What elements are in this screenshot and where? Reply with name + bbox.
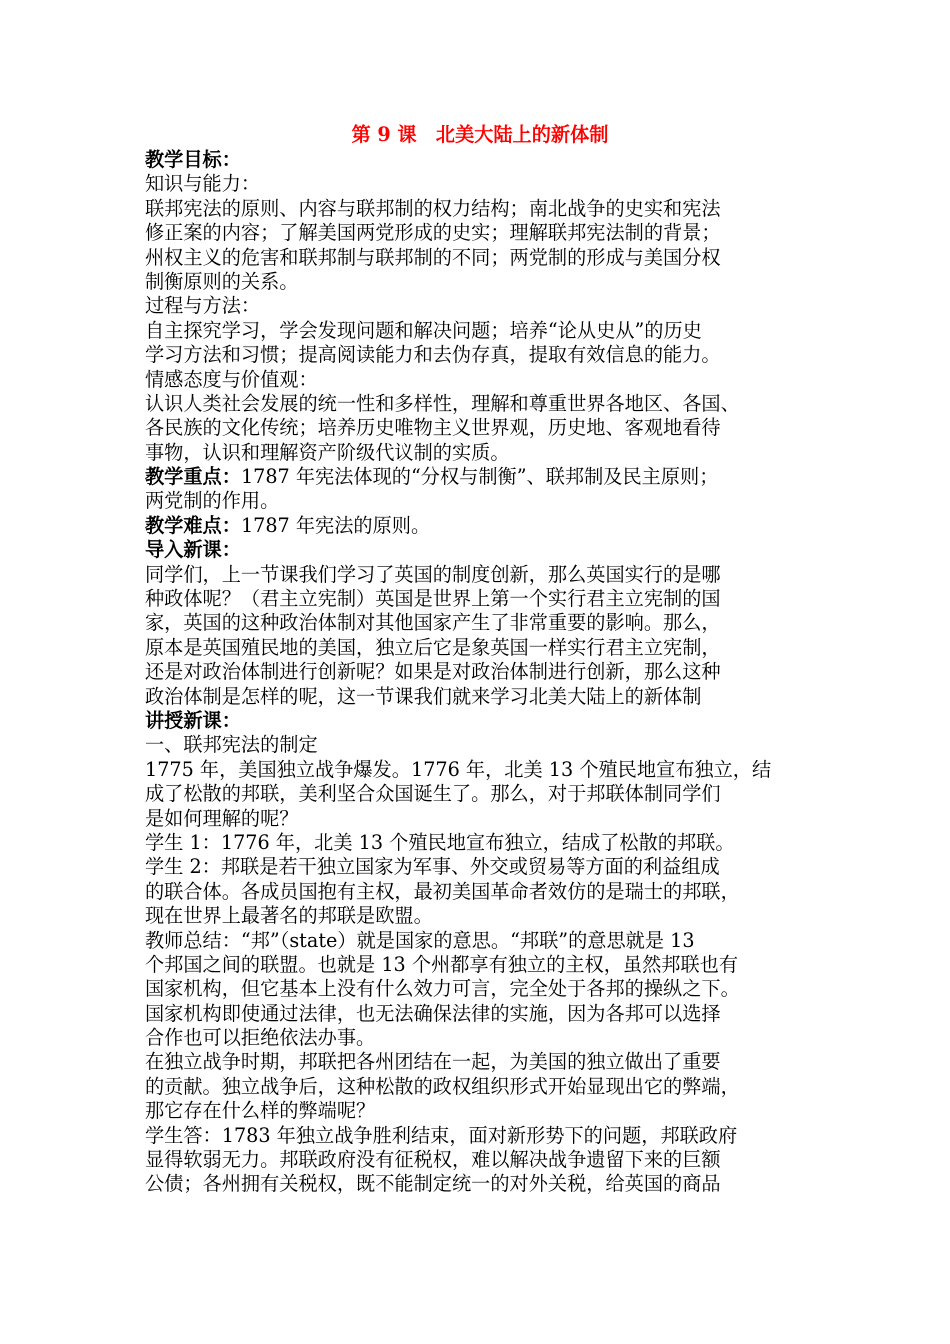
line-text: 事物，认识和理解资产阶级代议制的实质。 bbox=[145, 440, 510, 464]
line-text: 还是对政治体制进行创新呢？如果是对政治体制进行创新，那么这种 bbox=[145, 660, 721, 684]
line-text: 在独立战争时期，邦联把各州团结在一起，为美国的独立做出了重要 bbox=[145, 1050, 721, 1074]
text-line bbox=[145, 1050, 815, 1074]
text-line bbox=[145, 1026, 815, 1050]
text-line bbox=[145, 465, 815, 489]
text-line bbox=[145, 1002, 815, 1026]
line-text: 过程与方法： bbox=[145, 294, 261, 318]
line-text: 国家机构即使通过法律，也无法确保法律的实施，因为各邦可以选择 bbox=[145, 1001, 721, 1025]
text-line bbox=[145, 343, 815, 367]
text-line bbox=[145, 1172, 815, 1196]
line-text: 现在世界上最著名的邦联是欧盟。 bbox=[145, 904, 433, 928]
text-line bbox=[145, 563, 815, 587]
section-heading: 讲授新课： bbox=[145, 708, 241, 732]
line-text: 情感态度与价值观： bbox=[145, 367, 318, 391]
text-line bbox=[145, 319, 815, 343]
text-line bbox=[145, 1148, 815, 1172]
text-line bbox=[145, 904, 815, 928]
line-text: 国家机构，但它基本上没有什么效力可言，完全处于各邦的操纵之下。 bbox=[145, 977, 740, 1001]
text-line bbox=[145, 538, 815, 562]
text-line bbox=[145, 1099, 815, 1123]
line-text: 1787 年宪法的原则。 bbox=[240, 513, 431, 537]
line-text: 家，英国的这种政治体制对其他国家产生了非常重要的影响。那么， bbox=[145, 611, 721, 635]
document-page bbox=[145, 122, 815, 1197]
text-line bbox=[145, 855, 815, 879]
text-line bbox=[145, 148, 815, 172]
line-text: 学习方法和习惯；提高阅读能力和去伪存真，提取有效信息的能力。 bbox=[145, 343, 721, 367]
text-line bbox=[145, 758, 815, 782]
text-line bbox=[145, 660, 815, 684]
text-line bbox=[145, 246, 815, 270]
line-text: 公债；各州拥有关税权，既不能制定统一的对外关税，给英国的商品 bbox=[145, 1172, 721, 1196]
text-line bbox=[145, 880, 815, 904]
line-text: 自主探究学习，学会发现问题和解决问题；培养“论从史从”的历史 bbox=[145, 318, 702, 342]
line-text: 各民族的文化传统；培养历史唯物主义世界观，历史地、客观地看待 bbox=[145, 416, 721, 440]
text-line bbox=[145, 294, 815, 318]
line-text: 1787 年宪法体现的“分权与制衡”、联邦制及民主原则； bbox=[240, 465, 719, 489]
line-text: 一、联邦宪法的制定 bbox=[145, 733, 318, 757]
line-text: 成了松散的邦联，美利坚合众国诞生了。那么，对于邦联体制同学们 bbox=[145, 782, 721, 806]
text-line bbox=[145, 807, 815, 831]
text-line bbox=[145, 514, 815, 538]
text-line bbox=[145, 270, 815, 294]
line-text: 种政体呢？（君主立宪制）英国是世界上第一个实行君主立宪制的国 bbox=[145, 587, 721, 611]
text-line bbox=[145, 197, 815, 221]
text-line bbox=[145, 587, 815, 611]
lesson-title: 第 9 课 北美大陆上的新体制 bbox=[351, 123, 609, 146]
text-line bbox=[145, 977, 815, 1001]
section-heading: 导入新课： bbox=[145, 538, 241, 562]
section-heading: 教学难点： bbox=[145, 513, 241, 537]
text-line bbox=[145, 392, 815, 416]
line-text: 两党制的作用。 bbox=[145, 489, 280, 513]
line-text: 的联合体。各成员国抱有主权，最初美国革命者效仿的是瑞士的邦联， bbox=[145, 879, 740, 903]
text-line bbox=[145, 709, 815, 733]
line-text: 知识与能力： bbox=[145, 172, 261, 196]
line-text: 是如何理解的呢？ bbox=[145, 806, 299, 830]
text-line bbox=[145, 1075, 815, 1099]
line-text: 教师总结：“邦”（state）就是国家的意思。“邦联”的意思就是 13 bbox=[145, 928, 695, 952]
document-body bbox=[145, 148, 815, 1197]
text-line bbox=[145, 221, 815, 245]
line-text: 学生答：1783 年独立战争胜利结束，面对新形势下的问题，邦联政府 bbox=[145, 1123, 738, 1147]
line-text: 同学们，上一节课我们学习了英国的制度创新，那么英国实行的是哪 bbox=[145, 562, 721, 586]
line-text: 的贡献。独立战争后，这种松散的政权组织形式开始显现出它的弊端， bbox=[145, 1074, 740, 1098]
section-heading: 教学重点： bbox=[145, 465, 241, 489]
line-text: 学生 1：1776 年，北美 13 个殖民地宣布独立，结成了松散的邦联。 bbox=[145, 830, 735, 854]
text-line bbox=[145, 929, 815, 953]
text-line bbox=[145, 685, 815, 709]
line-text: 那它存在什么样的弊端呢？ bbox=[145, 1099, 376, 1123]
line-text: 显得软弱无力。邦联政府没有征税权，难以解决战争遗留下来的巨额 bbox=[145, 1148, 721, 1172]
line-text: 制衡原则的关系。 bbox=[145, 269, 299, 293]
line-text: 原本是英国殖民地的美国，独立后它是象英国一样实行君主立宪制， bbox=[145, 635, 721, 659]
line-text: 政治体制是怎样的呢，这一节课我们就来学习北美大陆上的新体制 bbox=[145, 684, 702, 708]
line-text: 个邦国之间的联盟。也就是 13 个州都享有独立的主权，虽然邦联也有 bbox=[145, 952, 739, 976]
section-heading: 教学目标： bbox=[145, 148, 241, 171]
text-line bbox=[145, 172, 815, 196]
text-line bbox=[145, 1124, 815, 1148]
text-line bbox=[145, 831, 815, 855]
line-text: 修正案的内容；了解美国两党形成的史实；理解联邦宪法制的背景； bbox=[145, 221, 721, 245]
text-line bbox=[145, 416, 815, 440]
text-line bbox=[145, 441, 815, 465]
line-text: 1775 年，美国独立战争爆发。1776 年，北美 13 个殖民地宣布独立，结 bbox=[145, 757, 772, 781]
text-line bbox=[145, 953, 815, 977]
text-line bbox=[145, 782, 815, 806]
line-text: 学生 2：邦联是若干独立国家为军事、外交或贸易等方面的利益组成 bbox=[145, 855, 720, 879]
text-line bbox=[145, 368, 815, 392]
text-line bbox=[145, 611, 815, 635]
text-line bbox=[145, 733, 815, 757]
text-line bbox=[145, 489, 815, 513]
text-line bbox=[145, 636, 815, 660]
line-text: 州权主义的危害和联邦制与联邦制的不同；两党制的形成与美国分权 bbox=[145, 245, 721, 269]
line-text: 认识人类社会发展的统一性和多样性，理解和尊重世界各地区、各国、 bbox=[145, 391, 740, 415]
line-text: 联邦宪法的原则、内容与联邦制的权力结构；南北战争的史实和宪法 bbox=[145, 196, 721, 220]
line-text: 合作也可以拒绝依法办事。 bbox=[145, 1026, 376, 1050]
